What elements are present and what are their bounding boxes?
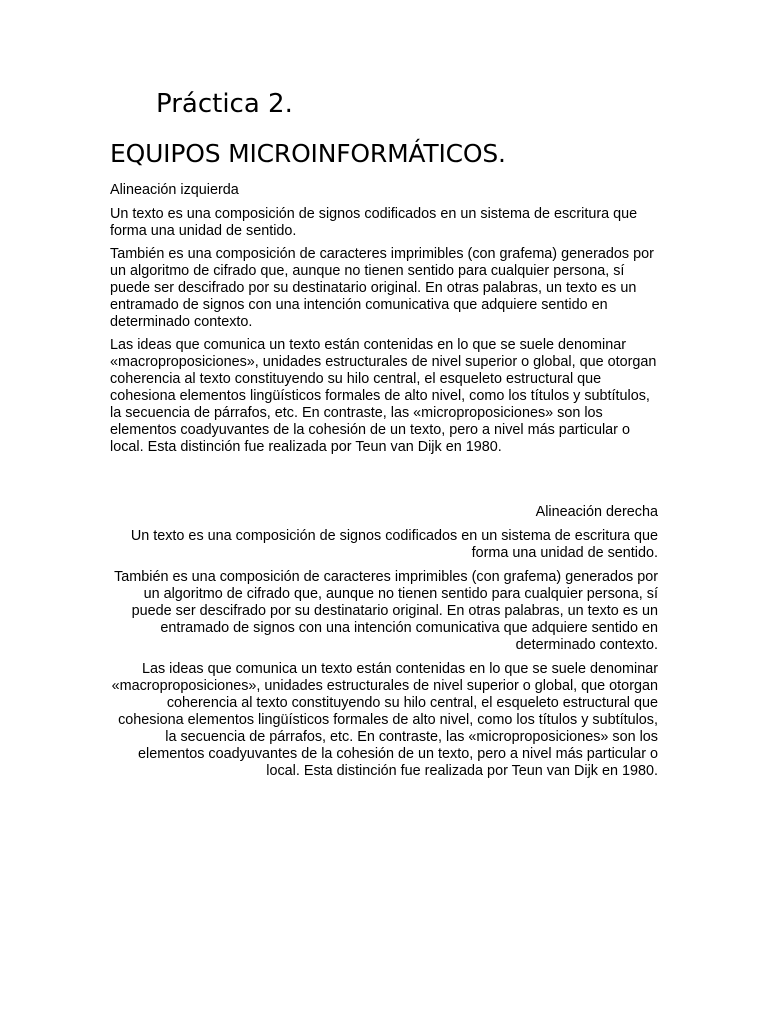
right-paragraph-3: Las ideas que comunica un texto están contenidas en lo que se suele denominar «macroproposiciones», unidades estructurales de nivel superior o global, que otorgan coherencia al texto constituyendo su hilo central, el esqueleto estructural que cohesiona elementos lingüísticos formales de alto nivel, como los títulos y subtítulos, la secuencia de párrafos, etc. En contraste, las «microproposiciones» son los elementos coadyuvantes de la cohesión de un texto, pero a nivel más particular o local. Esta distinción fue realizada por Teun van Dijk en 1980. xyxy=(111,661,658,779)
practice-title: Práctica 2. xyxy=(156,89,293,119)
left-paragraph-3: Las ideas que comunica un texto están contenidas en lo que se suele denominar «macroproposiciones», unidades estructurales de nivel superior o global, que otorgan coherencia al texto constituyendo su hilo central, el esqueleto estructural que cohesiona elementos lingüísticos formales de alto nivel, como los títulos y subtítulos, la secuencia de párrafos, etc. En contraste, las «microproposiciones» son los elementos coadyuvantes de la cohesión de un texto, pero a nivel más particular o local. Esta distinción fue realizada por Teun van Dijk en 1980. xyxy=(110,337,657,455)
left-aligned-section xyxy=(110,182,658,462)
main-title: EQUIPOS MICROINFORMÁTICOS. xyxy=(110,139,506,168)
left-alignment-label: Alineación izquierda xyxy=(110,182,239,198)
right-paragraph-2: También es una composición de caracteres imprimibles (con grafema) generados por un algoritmo de cifrado que, aunque no tienen sentido para cualquier persona, sí puede ser descifrado por su destinatario original. En otras palabras, un texto es un entramado de signos con una intención comunicativa que adquiere sentido en determinado contexto. xyxy=(114,569,658,653)
left-paragraph-2: También es una composición de caracteres imprimibles (con grafema) generados por un algoritmo de cifrado que, aunque no tienen sentido para cualquier persona, sí puede ser descifrado por su destinatario original. En otras palabras, un texto es un entramado de signos con una intención comunicativa que adquiere sentido en determinado contexto. xyxy=(110,246,654,330)
left-paragraph-1: Un texto es una composición de signos codificados en un sistema de escritura que forma una unidad de sentido. xyxy=(110,206,638,239)
right-aligned-section xyxy=(110,504,658,787)
right-alignment-label: Alineación derecha xyxy=(535,504,658,520)
right-paragraph-1: Un texto es una composición de signos codificados en un sistema de escritura que forma una unidad de sentido. xyxy=(130,528,658,561)
